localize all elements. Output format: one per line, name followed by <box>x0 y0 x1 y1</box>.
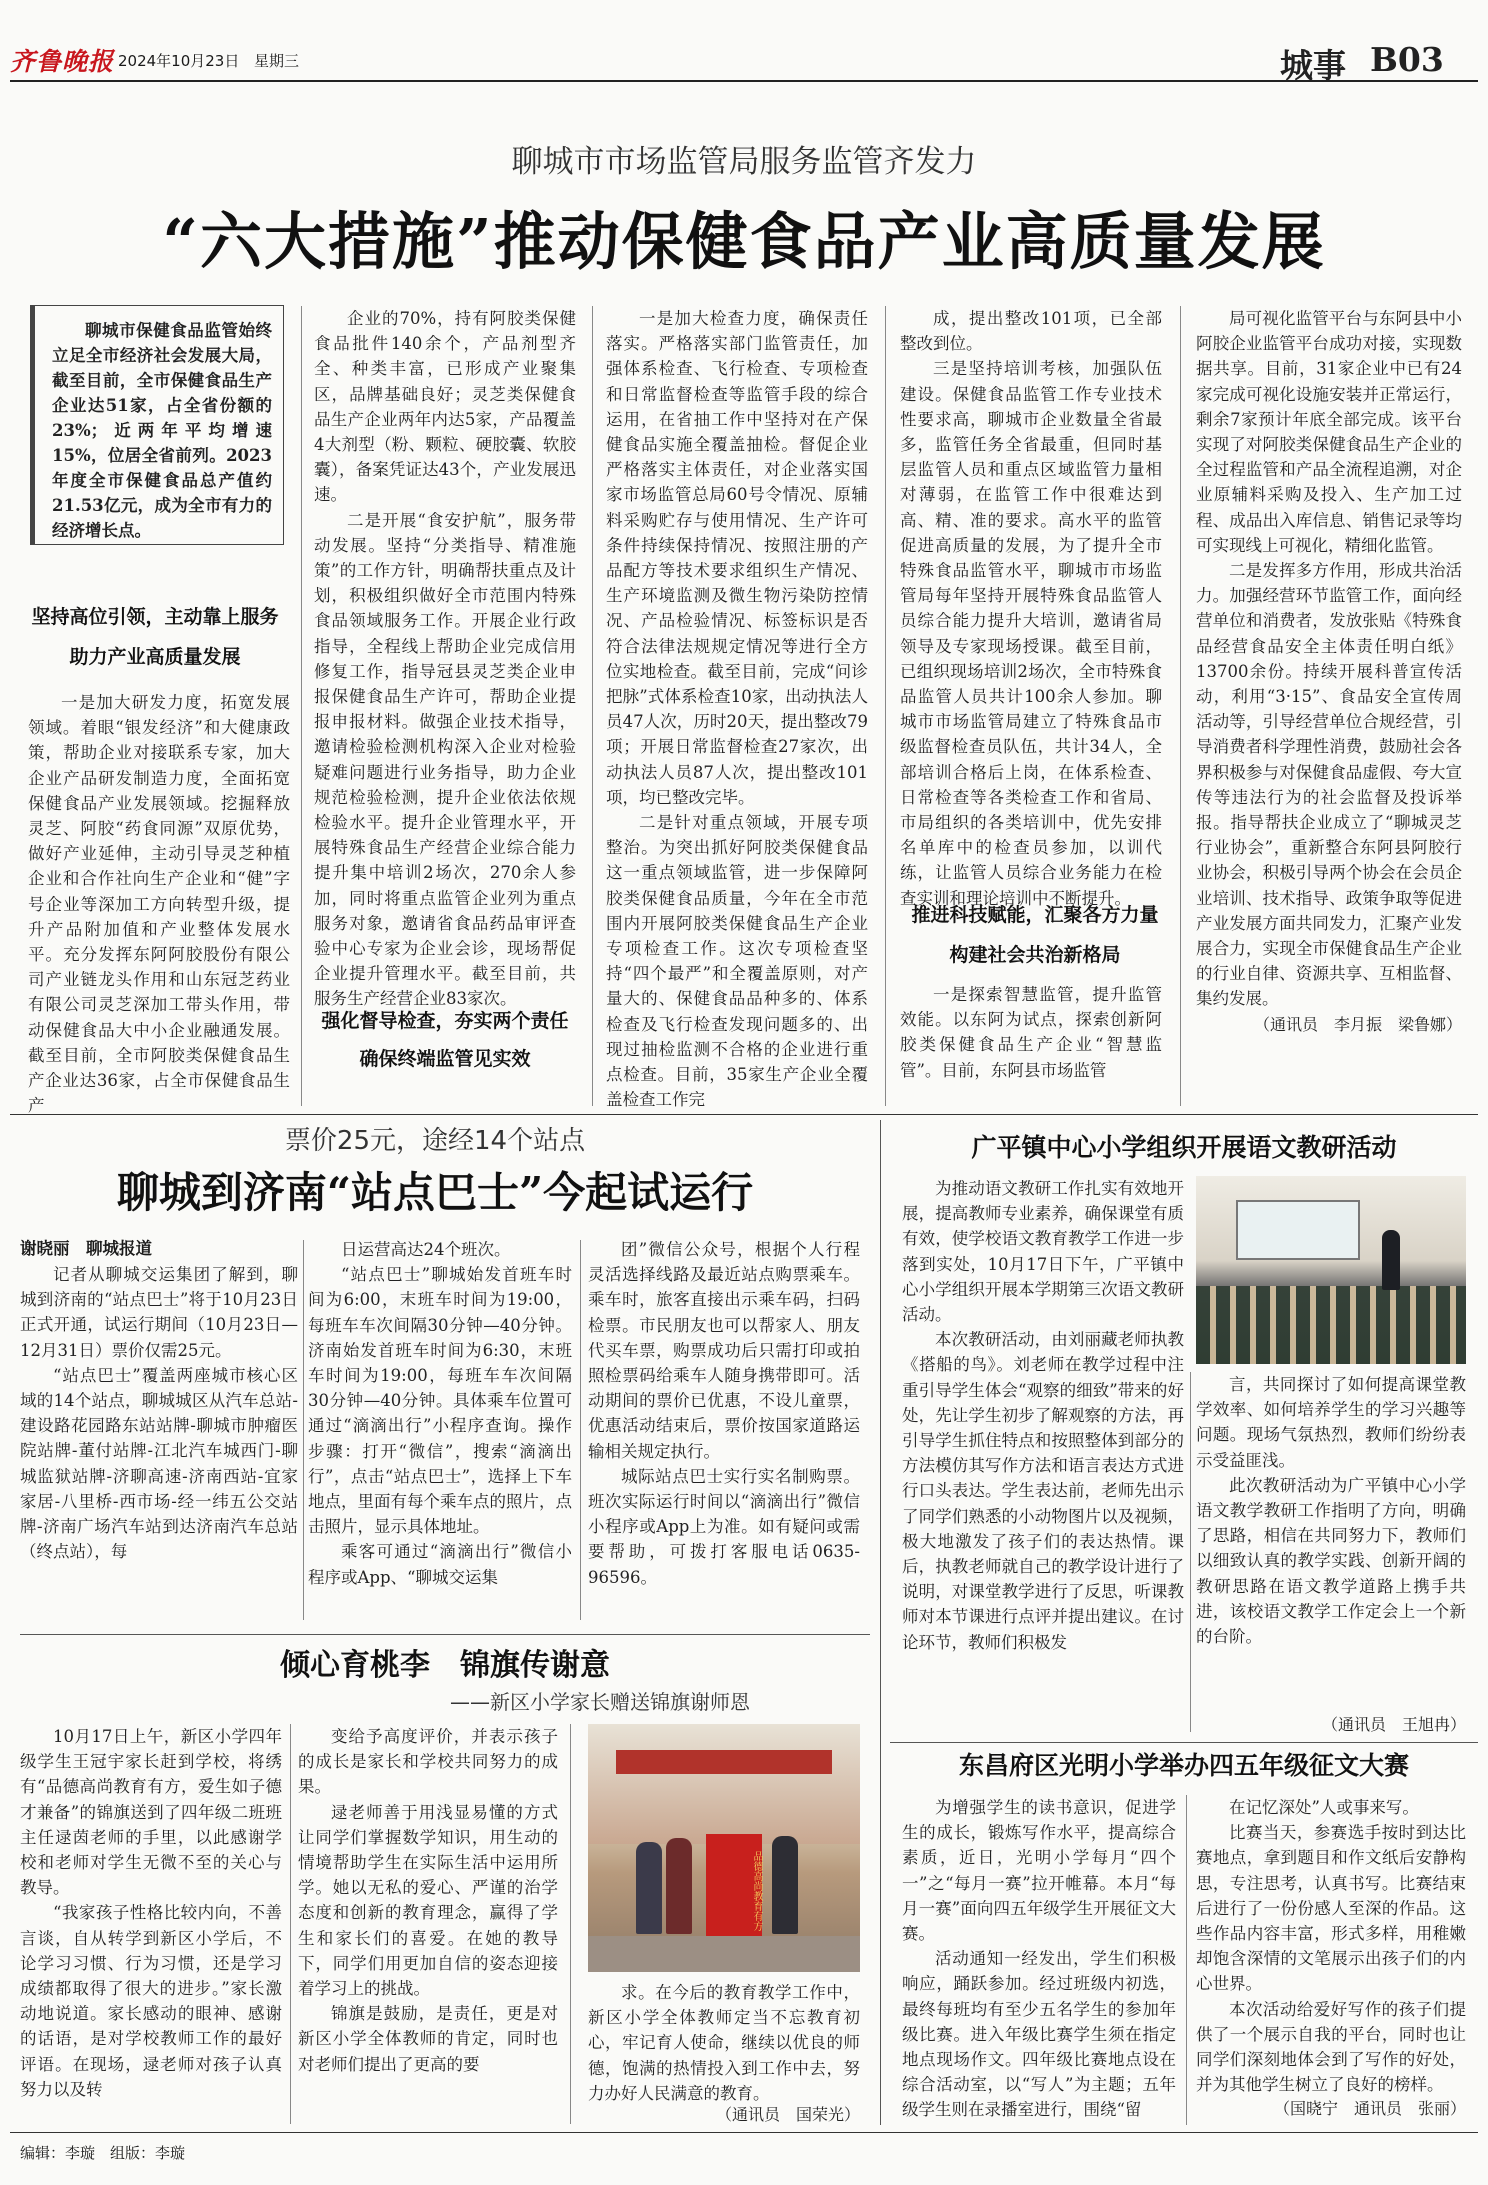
lead-col-4b: 一是探索智慧监管，提升监管效能。以东阿为试点，探索创新阿胶类保健食品生产企业“智慧监管”。目前，东阿县市场监管 <box>900 985 1162 1080</box>
col-divider <box>1190 1372 1191 1732</box>
page-code: B03 <box>1370 40 1444 79</box>
lead-subhead-1a: 坚持高位引领，主动靠上服务 <box>31 606 279 628</box>
banner-ceremony-photo <box>588 1724 860 1972</box>
paragraph: 锦旗是鼓励，是责任，更是对新区小学全体教师的肯定，同时也对老师们提出了更高的要 <box>298 2004 558 2074</box>
lead-headline: “六大措施”推动保健食品产业高质量发展 <box>162 205 1326 278</box>
bus-headline: 聊城到济南“站点巴士”今起试运行 <box>116 1168 754 1217</box>
paragraph: 三是坚持培训考核，加强队伍建设。保健食品监管工作专业技术性要求高，聊城市企业数量全省最多，监管任务全省最重，但同时基层监管人员和重点区域监管力量相对薄弱，在监管工作中很难达到高、精、准的要求。高水平的监管促进高质量的发展，为了提升全市特殊食品监管水平，聊城市市场监管局每年坚持开展特殊食品监管人员综合能力提升大培训，邀请省局领导及专家现场授课。截至目前，已组织现场培训2场次，全市特殊食品监管人员共计100余人参加。聊城市市场监管局建立了特殊食品市级监督检查员队伍，共计34人，全部培训合格后上岗，在体系检查、日常检查等各类检查工作和省局、市局组织的各类培训中，优先安排名单库中的检查员参加，以训代练，让监管人员综合业务能力在检查实训和理论培训中不断提升。 <box>900 359 1162 908</box>
banner-col-1 <box>20 1724 282 2124</box>
col-divider <box>1186 1795 1187 2125</box>
banner-byline: （通讯员 国荣光） <box>715 2105 860 2124</box>
col-divider <box>592 306 593 1106</box>
col-divider <box>303 1240 304 1620</box>
dongchang-col-1 <box>902 1795 1176 2125</box>
banner-subtitle: ——新区小学家长赠送锦旗谢师恩 <box>450 1690 750 1714</box>
section-rule <box>10 1114 1478 1115</box>
lead-col-1: 一是加大研发力度，拓宽发展领域。着眼“银发经济”和大健康政策，帮助企业对接联系专家，加大企业产品研发制造力度，全面拓宽保健食品产业发展领域。挖掘释放灵芝、阿胶“药食同源”双原优势，做好产业延伸，主动引导灵芝种植企业和合作社向生产企业和“健”字号企业等深加工方向转型升级，提升产品附加值和产业整体发展水平。充分发挥东阿阿胶股份有限公司产业链龙头作用和山东冠芝药业有限公司灵芝深加工带头作用，带动保健食品大中小企业融通发展。截至目前，全市阿胶类保健食品生产企业达36家，占全市保健食品生产 <box>28 693 290 1116</box>
paragraph: 逯老师善于用浅显易懂的方式让同学们掌握数学知识，用生动的情境帮助学生在实际生活中运用所学。她以无私的爱心、严谨的治学态度和创新的教育理念，赢得了学生和家长们的喜爱。在她的教导下，同学们用更加自信的姿态迎接着学习上的挑战。 <box>298 1802 558 1999</box>
bus-col-3 <box>588 1237 860 1624</box>
issue-weekday: 星期三 <box>254 52 300 70</box>
paragraph: 企业的70%，持有阿胶类保健食品批件140余个，产品剂型齐全、种类丰富，已形成产业聚集区，品牌基础良好；灵芝类保健食品生产企业两年内达5家，产品覆盖4大剂型（粉、颗粒、硬胶囊、软胶囊），备案凭证达43个，产业发展迅速。 <box>314 309 576 505</box>
paragraph: 活动通知一经发出，学生们积极响应，踊跃参加。经过班级内初选，最终每班均有至少五名学生的参加年级比赛。进入年级比赛学生须在指定地点现场作文。四年级比赛地点设在综合活动室，以“写人”为主题；五年级学生则在录播室进行，围绕“留 <box>902 1949 1176 2120</box>
footer-editor: 编辑：李璇 <box>20 2144 96 2162</box>
lead-byline: （通讯员 李月振 梁鲁娜） <box>1253 1015 1462 1034</box>
photo-teacher <box>1382 1230 1400 1290</box>
paragraph: 二是发挥多方作用，形成共治活力。加强经营环节监管工作，面向经营单位和消费者，发放张贴《特殊食品经营食品安全主体责任明白纸》13700余份。持续开展科普宣传活动，利用“3·15”、食品安全宣传周活动等，引导经营单位合规经营，引导消费者科学理性消费，鼓励社会各界积极参与对保健食品虚假、夸大宣传等违法行为的社会监督及投诉举报。指导帮扶企业成立了“聊城灵芝行业协会”，重新整合东阿县阿胶行业协会，积极引导两个协会在会员企业培训、技术指导、政策争取等促进产业发展方面共同发力，汇聚产业发展合力，实现全市保健食品生产企业的行业自律、资源共享、互相监督、集约发展。 <box>1196 561 1462 1009</box>
banner-col-3: 求。在今后的教育教学工作中，新区小学全体教师定当不忘教育初心，牢记育人使命，继续以优良的师德，饱满的热情投入到工作中去，努力办好人民满意的教育。 <box>588 1983 860 2103</box>
paragraph: 局可视化监管平台与东阿县中小阿胶企业监管平台成功对接，实现数据共享。目前，31家企业中已有24家完成可视化设施安装并正常运行，剩余7家预计年底全部完成。该平台实现了对阿胶类保健食品生产企业的全过程监管和产品全流程追溯，对企业原辅料采购及投入、生产加工过程、成品出入库信息、销售记录等均可实现线上可视化，精细化监管。 <box>1196 309 1462 555</box>
guangping-byline: （通讯员 王旭冉） <box>1321 1715 1466 1734</box>
photo-person <box>666 1838 692 1934</box>
paragraph: 一是加大检查力度，确保责任落实。严格落实部门监管责任，加强体系检查、飞行检查、专项检查和日常监督检查等监管手段的综合运用，在省抽工作中坚持对在产保健食品实施全覆盖抽检。督促企业严格落实主体责任，对企业落实国家市场监管总局60号令情况、原辅料采购贮存与使用情况、生产许可条件持续保持情况、按照注册的产品配方等技术要求组织生产情况、生产环境监测及微生物污染防控情况、产品检验情况、标签标识是否符合法律法规规定情况等进行全方位实地检查。截至目前，完成“问诊把脉”式体系检查10家，出动执法人员47人次，历时20天，提出整改79项；开展日常监督检查27家次，出动执法人员87人次，提出整改101项，均已整改完毕。 <box>606 309 868 807</box>
banner-col-2 <box>298 1724 558 2124</box>
lead-kicker: 聊城市市场监管局服务监管齐发力 <box>511 144 977 180</box>
guangping-col-1 <box>902 1176 1184 1736</box>
bus-reporter: 谢晓丽 聊城报道 <box>20 1239 152 1258</box>
photo-building-sign <box>616 1750 832 1774</box>
bus-kicker: 票价25元，途经14个站点 <box>284 1126 586 1156</box>
photo-person <box>636 1842 662 1934</box>
paragraph: 10月17日上午，新区小学四年级学生王冠宇家长赶到学校，将绣有“品德高尚教育有方，爱生如子德才兼备”的锦旗送到了四年级二班班主任逯茵老师的手里，以此感谢学校和老师对学生无微不至的关心与教导。 <box>20 1727 282 1898</box>
paragraph: 本次教研活动，由刘丽藏老师执教《搭船的鸟》。刘老师在教学过程中注重引导学生体会“观察的细致”带来的好处，先让学生初步了解观察的方法，再引导学生抓住特点和按照整体到部分的方法模仿其写作方法和语言表达方式进行口头表达。学生表达前，老师先出示了同学们熟悉的小动物图片以及视频，极大地激发了孩子们的表达热情。课后，执教老师就自己的教学设计进行了说明，对课堂教学进行了反思，听课教师对本节课进行点评并提出建议。在讨论环节，教师们积极发 <box>902 1330 1184 1652</box>
paragraph: 日运营高达24个班次。 <box>341 1240 511 1259</box>
photo-person <box>772 1836 798 1934</box>
photo-building <box>588 1724 860 1844</box>
section-name: 城事 <box>1280 46 1346 85</box>
paragraph: 为推动语文教研工作扎实有效地开展，提高教师专业素养，确保课堂有质有效，使学校语文教育教学工作进一步落到实处，10月17日下午，广平镇中心小学组织开展本学期第三次语文教研活动。 <box>902 1179 1184 1325</box>
col-divider <box>1180 306 1181 1106</box>
paragraph: 此次教研活动为广平镇中心小学语文教学教研工作指明了方向，明确了思路，相信在共同努力下，教师们以细致认真的教学实践、创新开阔的教研思路在语文教学道路上携手共进，该校语文教学工作定会上一个新的台阶。 <box>1196 1475 1466 1647</box>
bus-col-2 <box>308 1237 572 1624</box>
col-divider <box>290 1724 291 2124</box>
paragraph: 乘客可通过“滴滴出行”微信小程序或App、“聊城交运集 <box>308 1542 572 1587</box>
photo-blackboard <box>1236 1200 1360 1260</box>
dongchang-headline: 东昌府区光明小学举办四五年级征文大赛 <box>958 1751 1409 1780</box>
masthead-rule <box>10 80 1478 82</box>
dongchang-byline: （国晓宁 通讯员 张丽） <box>1273 2099 1466 2118</box>
paragraph: 为增强学生的读书意识，促进学生的成长，锻炼写作水平，提高综合素质，近日，光明小学每月“四个一”之“每月一赛”拉开帷幕。本月“每月一赛”面向四五年级学生开展征文大赛。 <box>902 1798 1176 1944</box>
paragraph: 变给予高度评价，并表示孩子的成长是家长和学校共同努力的成果。 <box>298 1727 558 1797</box>
lead-col-5 <box>1196 306 1462 1009</box>
paragraph: 城际站点巴士实行实名制购票。班次实际运行时间以“滴滴出行”微信小程序或App上为准。如有疑问或需要帮助，可拨打客服电话0635-96596。 <box>588 1466 860 1587</box>
col-divider <box>301 306 302 1106</box>
bus-col-1 <box>20 1262 298 1624</box>
paragraph: “我家孩子性格比较内向，不善言谈，自从转学到新区小学后，不论学习习惯、行为习惯，还是学习成绩都取得了很大的进步。”家长激动地说道。家长感动的眼神、感谢的话语，是对学校教师工作的最好评语。在现场，逯老师对孩子认真努力以及转 <box>20 1903 282 2099</box>
photo-students <box>1196 1286 1466 1364</box>
lead-col-4 <box>900 306 1162 908</box>
footer-rule <box>10 2132 1478 2133</box>
paragraph: 团”微信公众号，根据个人行程灵活选择线路及最近站点购票乘车。乘车时，旅客直接出示乘车码，扫码检票。市民朋友也可以帮家人、朋友代买车票，购票成功后只需打印或拍照检票码给乘车人随身携带即可。活动期间的票价已优惠，不设儿童票，优惠活动结束后，票价按国家道路运输相关规定执行。 <box>588 1240 860 1461</box>
paragraph: “站点巴士”聊城始发首班车时间为6:00，末班车时间为19:00，每班车车次间隔30分钟—40分钟。济南始发首班车时间为6:30，末班车时间为19:00，每班车车次间隔30分钟—40分钟。具体乘车位置可通过“滴滴出行”小程序查询。操作步骤：打开“微信”，搜索“滴滴出行”，点击“站点巴士”，选择上下车地点，里面有每个乘车点的照片，点击照片，显示具体地址。 <box>308 1265 572 1537</box>
paragraph: 在记忆深处”人或事来写。 <box>1229 1798 1419 1817</box>
paragraph: 二是针对重点领域，开展专项整治。为突出抓好阿胶类保健食品这一重点领域监管，进一步保障阿胶类保健食品质量，今年在全市范围内开展阿胶类保健食品生产企业专项检查工作。这次专项检查坚持“四个最严”和全覆盖原则，对产量大的、保健食品品种多的、体系检查及飞行检查发现问题多的、出现过抽检监测不合格的企业进行重点检查。目前，35家生产企业全覆盖检查工作完 <box>606 813 868 1110</box>
section-divider <box>880 1120 881 2125</box>
banner-headline: 倾心育桃李 锦旗传谢意 <box>280 1648 610 1683</box>
paragraph: “站点巴士”覆盖两座城市核心区域的14个站点，聊城城区从汽车总站-建设路花园路东站站牌-聊城市肿瘤医院站牌-董付站牌-江北汽车城西门-聊城监狱站牌-济聊高速-济南西站-宜家家居-八里桥-西市场-经一纬五公交站牌-济南广场汽车站到达济南汽车总站（终点站），每 <box>20 1365 298 1562</box>
photo-ground <box>588 1936 860 1972</box>
paragraph: 言，共同探讨了如何提高课堂教学效率、如何培养学生的学习兴趣等问题。现场气氛热烈，教师们纷纷表示受益匪浅。 <box>1196 1375 1466 1470</box>
lead-subhead-3a: 推进科技赋能，汇聚各方力量 <box>911 904 1159 926</box>
paragraph: 比赛当天，参赛选手按时到达比赛地点，拿到题目和作文纸后安静构思，专注思考，认真书写。比赛结束后进行了一份份感人至深的作品。这些作品内容丰富，形式多样，用稚嫩却饱含深情的文笔展示出孩子们的内心世界。 <box>1196 1823 1466 1994</box>
paragraph: 二是开展“食安护航”，服务带动发展。坚持“分类指导、精准施策”的工作方针，明确帮扶重点及计划，积极组织做好全市范围内特殊食品领域服务工作。开展企业行政指导，全程线上帮助企业完成信用修复工作，指导冠县灵芝类企业申报保健食品生产许可，帮助企业提报申报材料。做强企业技术指导，邀请检验检测机构深入企业对检验疑难问题进行业务指导，助力企业规范检验检测，提升企业依法依规检验水平。提升企业管理水平，开展特殊食品生产经营企业综合能力提升集中培训2场次，270余人参加，同时将重点监管企业列为重点服务对象，邀请省食品药品审评查验中心专家为企业会诊，现场帮促企业提升管理水平。截至目前，共服务生产经营企业83家次。 <box>314 510 576 1009</box>
guangping-col-2 <box>1196 1372 1466 1710</box>
lead-col-3 <box>606 306 868 1108</box>
lead-subhead-1b: 助力产业高质量发展 <box>69 646 241 668</box>
section-rule <box>20 1634 870 1635</box>
footer-layout: 组版：李璇 <box>110 2144 186 2162</box>
dongchang-col-2 <box>1196 1795 1466 2095</box>
paragraph: 记者从聊城交运集团了解到，聊城到济南的“站点巴士”将于10月23日正式开通，试运行期间（10月23日—12月31日）票价仅需25元。 <box>20 1265 298 1360</box>
lead-col-2 <box>314 306 576 1009</box>
issue-date: 2024年10月23日 <box>118 52 240 70</box>
col-divider <box>580 1240 581 1620</box>
silk-banner: 品德高尚教育有方 <box>706 1834 762 1938</box>
paragraph: 本次活动给爱好写作的孩子们提供了一个展示自我的平台，同时也让同学们深刻地体会到了写作的好处，并为其他学生树立了良好的榜样。 <box>1196 1999 1466 2095</box>
lead-intro-text: 聊城市保健食品监管始终立足全市经济社会发展大局，截至目前，全市保健食品生产企业达51家，占全省份额的23%；近两年平均增速15%，位居全省前列。2023年度全市保健食品总产值约21.53亿元，成为全市有力的经济增长点。 <box>52 321 272 540</box>
paragraph: 成，提出整改101项，已全部整改到位。 <box>900 309 1162 354</box>
lead-subhead-3b: 构建社会共治新格局 <box>949 944 1121 966</box>
col-divider <box>885 306 886 1106</box>
lead-subhead-2a: 强化督导检查，夯实两个责任 <box>321 1010 569 1032</box>
classroom-photo <box>1196 1176 1466 1364</box>
col-divider <box>570 1724 571 2124</box>
lead-subhead-2b: 确保终端监管见实效 <box>359 1048 531 1070</box>
newspaper-logo: 齐鲁晚报 <box>10 47 115 76</box>
guangping-headline: 广平镇中心小学组织开展语文教研活动 <box>971 1133 1397 1162</box>
section-rule <box>890 1742 1478 1743</box>
